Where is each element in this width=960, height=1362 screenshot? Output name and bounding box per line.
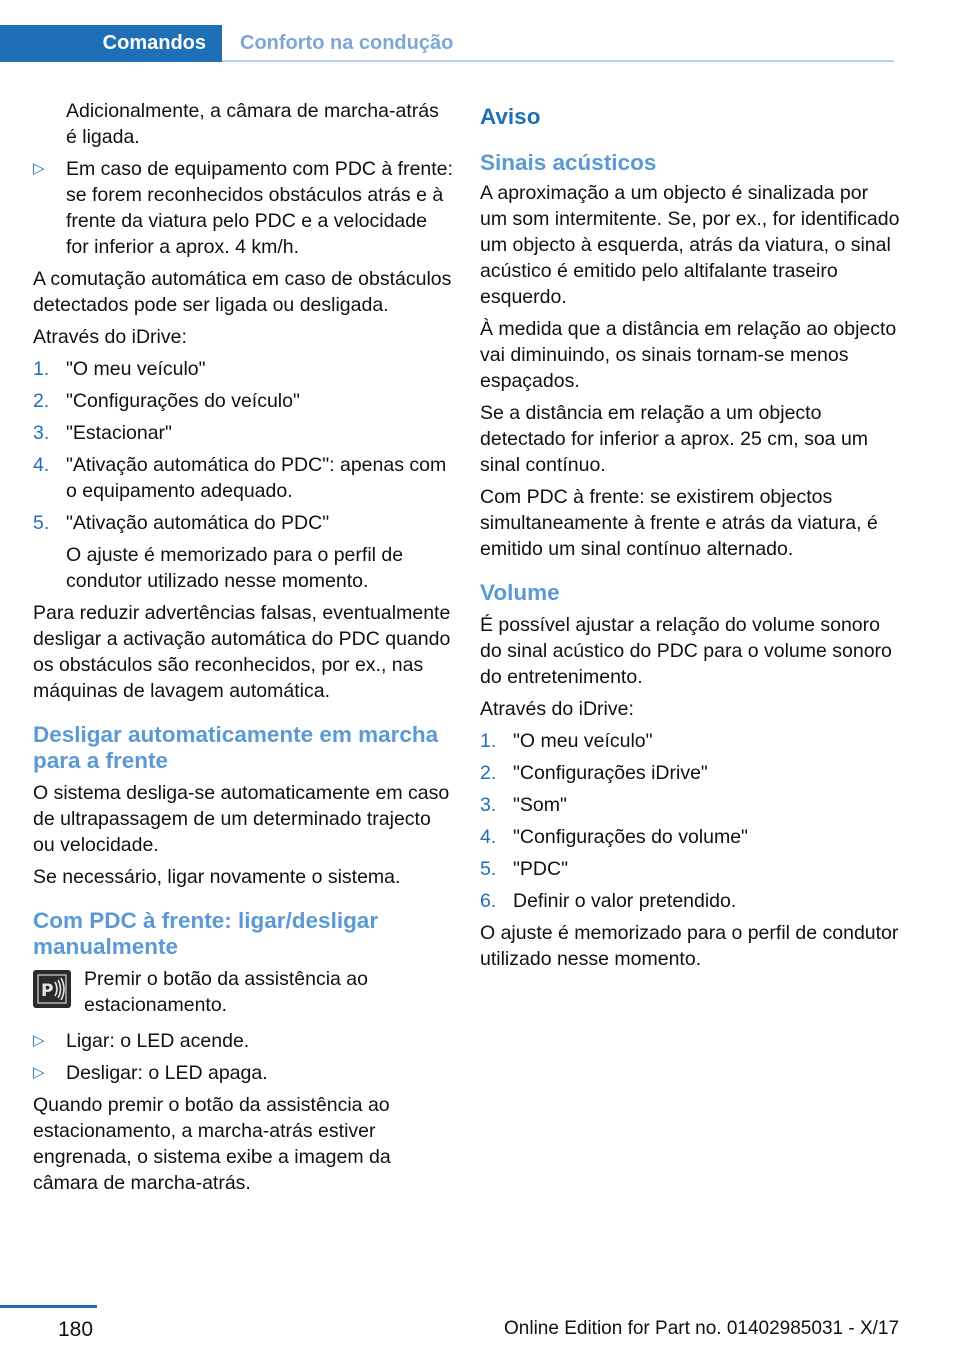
left-column — [33, 98, 453, 1202]
paragraph: O ajuste é memorizado para o perfil de condutor utilizado nesse momento. — [480, 922, 899, 970]
footer-divider — [0, 1305, 97, 1308]
paragraph: A aproximação a um objecto é sinalizada por um som intermitente. Se, por ex., for identificado um objecto à esquerda, atrás da viatura, o sinal acústico é emitido pelo altifalante traseiro esquerdo. — [480, 182, 900, 308]
edition-info: Online Edition for Part no. 01402985031 - X/17 — [504, 1318, 900, 1339]
step-item — [33, 452, 453, 504]
list-item — [33, 1028, 453, 1054]
header-divider — [222, 60, 894, 62]
step-number: 5. — [33, 512, 50, 534]
icon-instruction-text: Premir o botão da assistência ao estacionamento. — [84, 968, 368, 1016]
page-header — [0, 0, 960, 62]
step-text: "Ativação automática do PDC": apenas com o equipamento adequado. — [66, 454, 447, 502]
section-heading: Desligar automaticamente em marcha para a frente — [33, 722, 439, 773]
bullet-text: Em caso de equipamento com PDC à frente: se forem reconhecidos obstáculos atrás e à frente da viatura pelo PDC e a velocidade for inferior a aprox. 4 km/h. — [66, 158, 453, 258]
step-number: 3. — [33, 422, 50, 444]
list-item — [33, 156, 453, 260]
section-heading: Volume — [480, 580, 560, 605]
step-item — [480, 792, 900, 818]
step-text: "Configurações iDrive" — [513, 762, 708, 784]
paragraph: Através do iDrive: — [480, 698, 634, 720]
paragraph: A comutação automática em caso de obstáculos detectados pode ser ligada ou desligada. — [33, 268, 452, 316]
triangle-right-icon: ▷ — [33, 1064, 45, 1081]
paragraph: Se a distância em relação a um objecto detectado for inferior a aprox. 25 cm, soa um sinal contínuo. — [480, 402, 869, 476]
right-column — [480, 98, 900, 978]
triangle-right-icon: ▷ — [33, 1032, 45, 1049]
step-number: 4. — [33, 454, 50, 476]
continued-text: Adicionalmente, a câmara de marcha-atrás é ligada. — [66, 100, 439, 148]
bullet-text: Desligar: o LED apaga. — [66, 1062, 268, 1084]
triangle-right-icon: ▷ — [33, 160, 45, 177]
step-item — [33, 388, 453, 414]
icon-instruction — [33, 966, 453, 1018]
step-item — [480, 856, 900, 882]
step-item — [480, 888, 900, 914]
paragraph: Através do iDrive: — [33, 326, 187, 348]
paragraph: Para reduzir advertências falsas, eventualmente desligar a activação automática do PDC quando os obstáculos são reconhecidos, por ex., nas máquinas de lavagem automática. — [33, 602, 451, 702]
step-item — [480, 728, 900, 754]
paragraph: É possível ajustar a relação do volume sonoro do sinal acústico do PDC para o volume sonoro do entretenimento. — [480, 614, 892, 688]
step-text: "Som" — [513, 794, 567, 816]
section-tab-comandos[interactable]: Comandos — [0, 25, 222, 62]
paragraph: À medida que a distância em relação ao objecto vai diminuindo, os sinais tornam-se menos espaçados. — [480, 318, 897, 392]
paragraph: Com PDC à frente: se existirem objectos simultaneamente à frente e atrás da viatura, é emitido um sinal contínuo alternado. — [480, 486, 878, 560]
step-number: 3. — [480, 794, 497, 816]
step-number: 6. — [480, 890, 497, 912]
svg-text:P: P — [41, 981, 54, 1001]
step-item — [33, 510, 453, 536]
bullet-text: Ligar: o LED acende. — [66, 1030, 250, 1052]
step-text: "Ativação automática do PDC" — [66, 512, 330, 534]
paragraph: Quando premir o botão da assistência ao estacionamento, a marcha-atrás estiver engrenada, o sistema exibe a imagem da câmara de marcha-atrás. — [33, 1094, 391, 1194]
step-text: "Estacionar" — [66, 422, 172, 444]
step-text: "PDC" — [513, 858, 569, 880]
section-tab-conforto[interactable]: Conforto na condução — [240, 32, 454, 54]
step-text: "O meu veículo" — [66, 358, 206, 380]
step-item — [480, 824, 900, 850]
step-text: "Configurações do veículo" — [66, 390, 300, 412]
section-heading: Com PDC à frente: ligar/desligar manualmente — [33, 908, 379, 959]
step-number: 2. — [480, 762, 497, 784]
step-number: 2. — [33, 390, 50, 412]
step-item — [480, 760, 900, 786]
paragraph: O sistema desliga-se automaticamente em caso de ultrapassagem de um determinado trajecto ou velocidade. — [33, 782, 450, 856]
page-number: 180 — [58, 1318, 94, 1341]
paragraph: Se necessário, ligar novamente o sistema. — [33, 866, 401, 888]
step-number: 4. — [480, 826, 497, 848]
step-number: 5. — [480, 858, 497, 880]
list-item — [33, 1060, 453, 1086]
step-text: Definir o valor pretendido. — [513, 890, 737, 912]
step-item — [33, 420, 453, 446]
step-note: O ajuste é memorizado para o perfil de condutor utilizado nesse momento. — [66, 544, 404, 592]
section-heading-aviso: Aviso — [480, 104, 541, 129]
step-number: 1. — [480, 730, 497, 752]
step-number: 1. — [33, 358, 50, 380]
step-text: "Configurações do volume" — [513, 826, 748, 848]
section-heading: Sinais acústicos — [480, 150, 657, 175]
park-assist-button-icon — [33, 970, 71, 1008]
step-text: "O meu veículo" — [513, 730, 653, 752]
step-item — [33, 356, 453, 382]
